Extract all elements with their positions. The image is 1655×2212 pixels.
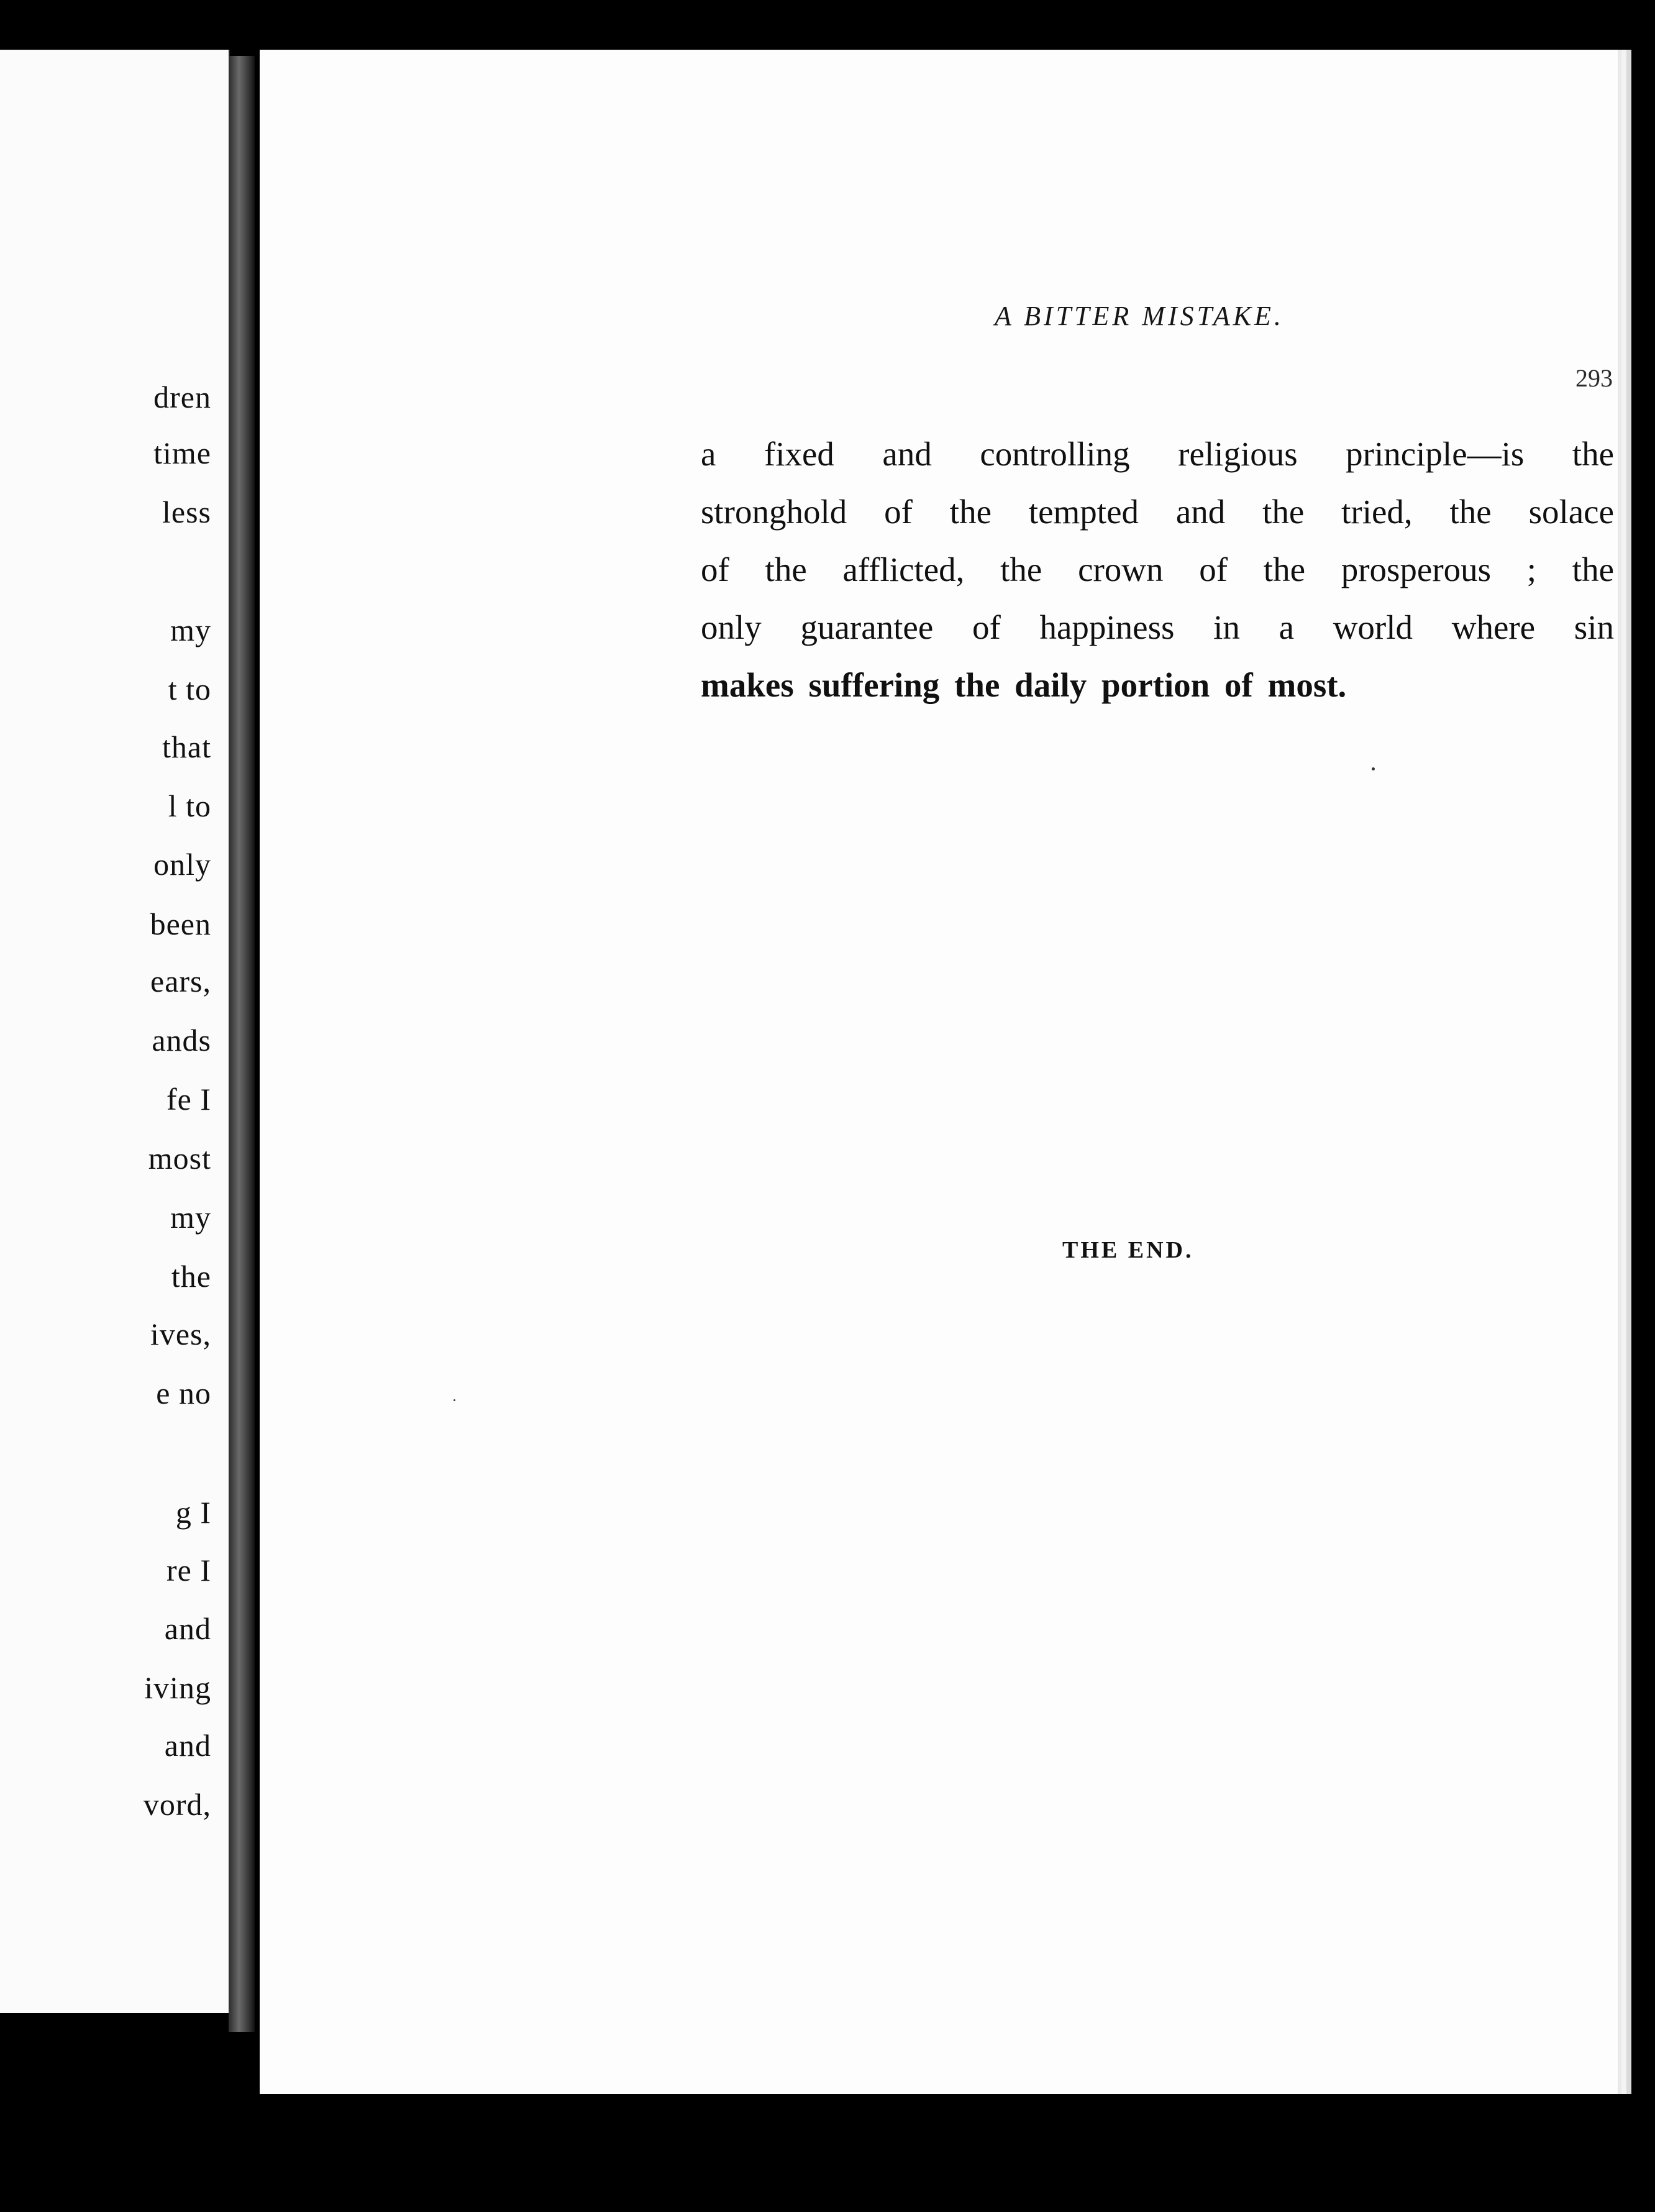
left-page-line: time [153,436,211,470]
left-page-line: ears, [150,964,211,999]
left-page-line: iving [144,1670,211,1705]
right-page [260,50,1618,2094]
left-page-line: been [150,907,211,941]
left-page-line: my [170,1200,211,1235]
book-gutter [229,56,255,2032]
ink-speck [454,1399,455,1401]
left-page-line: the [171,1259,211,1294]
page-number: 293 [1575,364,1613,392]
text-line: stronghold of the tempted and the tried, the solace [701,493,1614,531]
left-page-line: only [153,847,211,882]
left-page-line: vord, [143,1787,211,1822]
ink-speck [1372,767,1375,770]
text-line: only guarantee of happiness in a world where sin [701,608,1614,646]
left-page-line: t to [168,672,211,706]
running-head: A BITTER MISTAKE. [995,301,1284,331]
left-page-line: ands [152,1023,211,1058]
left-page-line: most [148,1141,211,1176]
text-line: makes suffering the daily portion of most. [701,666,1347,704]
the-end-heading: THE END. [1062,1237,1194,1263]
text-line: of the afflicted, the crown of the prosperous ; the [701,551,1614,588]
left-page-line: g I [175,1495,211,1530]
left-page-line: and [164,1728,211,1763]
left-page-line: and [164,1611,211,1646]
left-page-line: less [162,495,211,529]
left-page [0,50,230,2013]
text-line: a fixed and controlling religious principle—is the [701,435,1614,473]
closing-paragraph [701,425,1614,714]
left-page-line: that [162,729,211,764]
left-page-line: dren [153,380,211,414]
left-page-line: e no [156,1376,211,1410]
left-page-line: l to [168,788,211,823]
left-page-line: my [170,613,211,647]
left-page-line: ives, [150,1317,211,1351]
left-page-line: re I [166,1553,211,1588]
left-page-line: fe I [166,1082,211,1117]
